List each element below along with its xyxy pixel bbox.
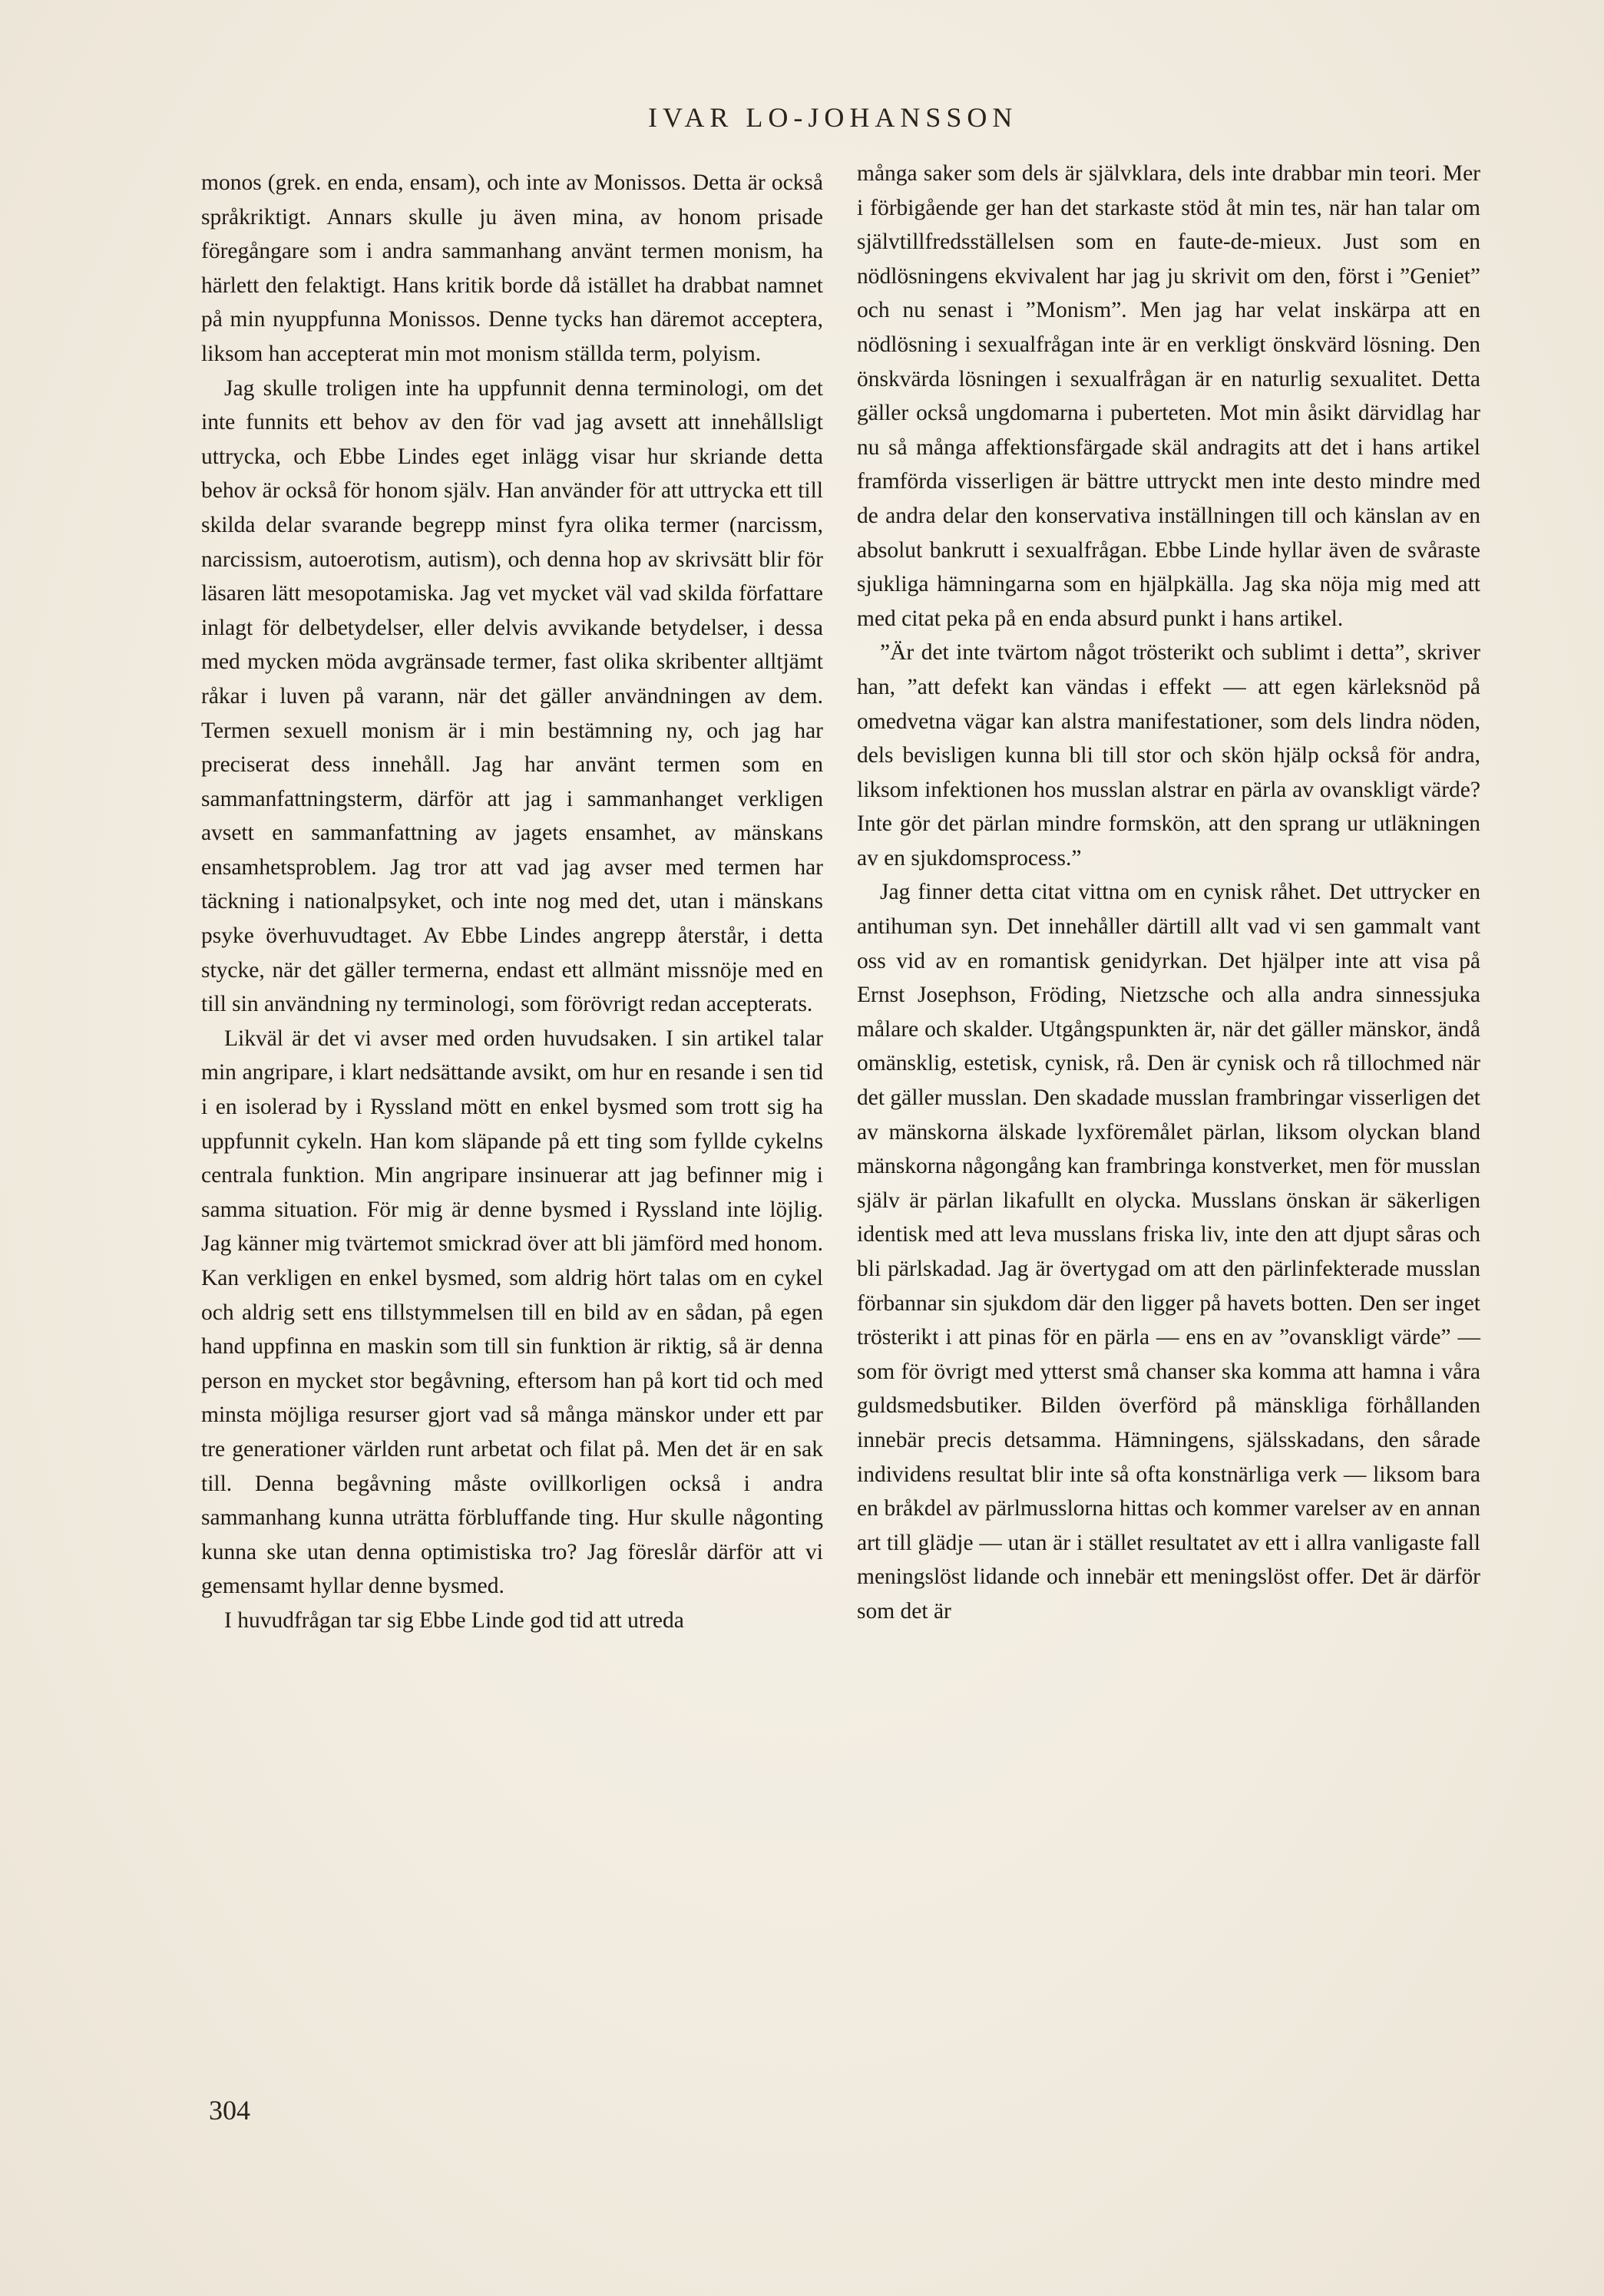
paragraph: monos (grek. en enda, ensam), och inte av Monissos. Detta är också språkriktigt. Annars skulle ju även mina, av honom prisade föregångare som i andra sammanhang använt termen monism, ha härlett den felaktigt. Hans kritik borde då istället ha drabbat namnet på min nyuppfunna Monissos. Denne tycks han däremot acceptera, liksom han accepterat min mot monism ställda term, polyism. <box>201 170 823 366</box>
running-header: IVAR LO-JOHANSSON <box>648 102 1018 133</box>
page-number: 304 <box>209 2095 250 2126</box>
paragraph: ”Är det inte tvärtom något trösterikt och sublimt i detta”, skriver han, ”att defekt kan vändas i effekt — att egen kärleksnöd på omedvetna vägar kan alstra manifestationer, som dels lindra nöden, dels bevisligen kunna bli till stor och skön hjälp också för andra, liksom infektionen hos musslan alstrar en pärla av ovanskligt värde? Inte gör det pärlan mindre formskön, att den sprang ur utläkningen av en sjukdomsprocess.” <box>857 640 1480 870</box>
right-text-column <box>857 157 1480 1629</box>
paragraph: Jag skulle troligen inte ha uppfunnit denna terminologi, om det inte funnits ett behov av den för vad jag avsett att innehållsligt uttrycka, och Ebbe Lindes eget inlägg visar hur skriande detta behov är också för honom själv. Han använder för att uttrycka ett till skilda delar svarande begrepp minst fyra olika termer (narcissm, narcissism, autoerotism, autism), och denna hop av skrivsätt blir för läsaren lätt mesopotamiska. Jag vet mycket väl vad skilda författare inlagt för delbetydelser, eller delvis avvikande betydelser, i dessa med mycken möda avgränsade termer, fast olika skribenter alltjämt råkar i luven på varann, när det gäller användningen av dem. Termen sexuell monism är i min bestämning ny, och jag har preciserat dess innehåll. Jag har använt termen som en sammanfattningsterm, därför att jag i sammanhanget verkligen avsett en sammanfattning av jagets ensamhet, av mänskans ensamhetsproblem. Jag tror att vad jag avser med termen har täckning i nationalpsyket, och inte nog med det, utan i mänskans psyke överhuvudtaget. Av Ebbe Lindes angrepp återstår, i detta stycke, när det gäller termerna, endast ett allmänt missnöje med en till sin användning ny terminologi, som förövrigt redan accepterats. <box>201 375 823 1017</box>
paragraph: Jag finner detta citat vittna om en cynisk råhet. Det uttrycker en antihuman syn. Det innehåller därtill allt vad vi sen gammalt vant oss vid av en romantisk genidyrkan. Det hjälper inte att visa på Ernst Josephson, Fröding, Nietzsche och alla andra sinnessjuka målare och skalder. Utgångspunkten är, när det gäller mänskor, ändå omänsklig, estetisk, cynisk, rå. Den är cynisk och rå tillochmed när det gäller musslan. Den skadade musslan frambringar visserligen det av mänskorna älskade lyxföremålet pärlan, liksom olyckan bland mänskorna någongång kan frambringa konstverket, men för musslan själv är pärlan likafullt en olycka. Musslans önskan är säkerligen identisk med att leva musslans friska liv, inte den att djupt såras och bli pärlskadad. Jag är övertygad om att den pärlinfekterade musslan förbannar sin sjukdom där den ligger på havets botten. Den ser inget trösterikt i att pinas för en pärla — ens en av ”ovanskligt värde” — som för övrigt med ytterst små chanser ska komma att hamna i våra guldsmedsbutiker. Bilden överförd på mänskliga förhållanden innebär precis detsamma. Hämningens, själsskadans, den sårade individens resultat blir inte så ofta konstnärliga verk — liksom bara en bråkdel av pärlmusslorna hittas och kommer varelser av en annan art till glädje — utan är i stället resultatet av ett i allra vanligaste fall meningslöst lidande och innebär ett meningslöst offer. Det är därför som det är <box>857 880 1480 1624</box>
paragraph: Likväl är det vi avser med orden huvudsaken. I sin artikel talar min angripare, i klart nedsättande avsikt, om hur en resande i sen tid i en isolerad by i Ryssland mött en enkel bysmed som trott sig ha uppfunnit cykeln. Han kom släpande på ett ting som fyllde cykelns centrala funktion. Min angripare insinuerar att jag befinner mig i samma situation. För mig är denne bysmed i Ryssland inte löjlig. Jag känner mig tvärtemot smickrad över att bli jämförd med honom. Kan verkligen en enkel bysmed, som aldrig hört talas om en cykel och aldrig sett ens tillstymmelsen till en bild av en sådan, på egen hand uppfinna en maskin som till sin funktion är riktig, så är denna person en mycket stor begåvning, eftersom han på kort tid och med minsta möjliga resurser gjort vad så många mänskor under ett par tre generationer världen runt arbetat och filat på. Men det är en sak till. Denna begåvning måste ovillkorligen också i andra sammanhang kunna uträtta förbluffande ting. Hur skulle någonting kunna ske utan denna optimistiska tro? Jag föreslår därför att vi gemensamt hyllar denne bysmed. <box>201 1026 823 1599</box>
paragraph: I huvudfrågan tar sig Ebbe Linde god tid att utreda <box>224 1607 684 1633</box>
left-text-column <box>201 166 823 1638</box>
paragraph: många saker som dels är självklara, dels inte drabbar min teori. Mer i förbigående ger han det starkaste stöd åt min tes, när han talar om självtillfredsställelsen som en faute-de-mieux. Just som en nödlösningens ekvivalent har jag ju skrivit om den, först i ”Geniet” och nu senast i ”Monism”. Men jag har velat inskärpa att en nödlösning i sexualfrågan inte är en verkligt önskvärd lösning. Den önskvärda lösningen i sexualfrågan är en naturlig sexualitet. Detta gäller också ungdomarna i puberteten. Mot min åsikt därvidlag har nu så många affektionsfärgade skäl andragits att det i hans artikel framförda visserligen är bättre uttryckt men inte desto mindre med de andra delar den konservativa inställningen till och känslan av en absolut bankrutt i sexualfrågan. Ebbe Linde hyllar även de svåraste sjukliga hämningarna som en hjälpkälla. Jag ska nöja mig med att med citat peka på en enda absurd punkt i hans artikel. <box>857 161 1480 631</box>
